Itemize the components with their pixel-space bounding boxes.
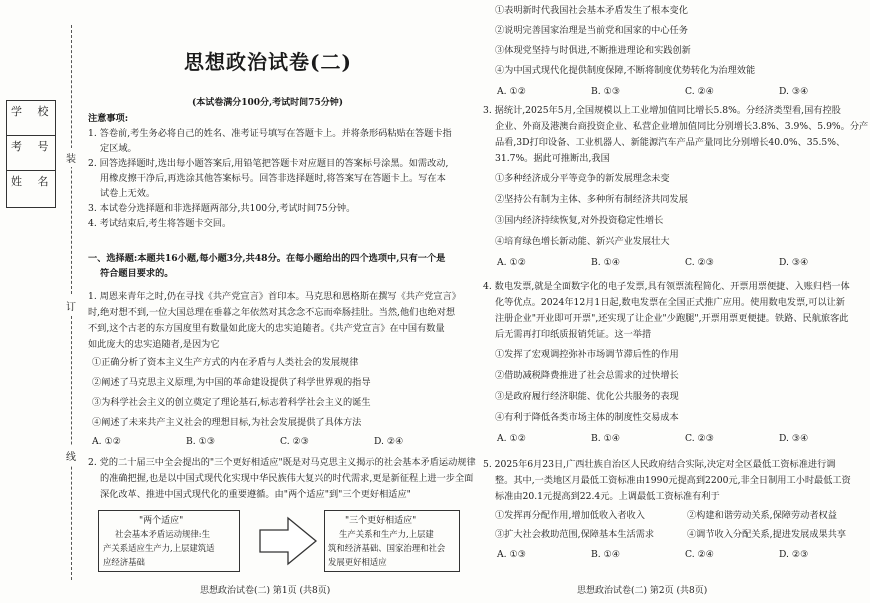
- q4-stem: 注册企业"开业即可开票",还实现了让企业"少跑腿",开票用票更便捷。铁路、民航旅客此: [495, 313, 849, 324]
- notice-line: 2. 回答选择题时,选出每小题答案后,用铅笔把答题卡对应题目的答案标号涂黑。如需改动,: [88, 158, 449, 169]
- q2-item: ③体现党坚持与时俱进,不断推进理论和实践创新: [495, 45, 691, 56]
- name-label: 姓 名: [11, 175, 55, 188]
- binding-char-zhuang: 装: [66, 148, 76, 167]
- q4-options: [497, 433, 870, 444]
- page-2-footer: 思想政治试卷(二) 第2页 (共8页): [577, 586, 708, 596]
- q4-item: ①发挥了宏观调控弥补市场调节滞后性的作用: [495, 349, 679, 360]
- q1-stem: 不到,这个古老的东方国度里有数量如此庞大的忠实追随者。《共产党宣言》在中国有数量: [88, 323, 445, 334]
- two-adaptations-box: [98, 510, 240, 572]
- q2-options: [497, 86, 870, 97]
- q3-item: ③国内经济持续恢复,对外投资稳定性增长: [495, 215, 664, 226]
- school-label: 学 校: [11, 105, 55, 118]
- three-better-adaptations-text: 生产关系和生产力,上层建: [339, 529, 434, 539]
- q3-option-a[interactable]: A. ①②: [497, 257, 526, 268]
- q2-stem: 2. 党的二十届三中全会提出的"三个更好相适应"既是对马克思主义揭示的社会基本矛盾运动规律: [88, 457, 476, 468]
- q1-stem: 如此庞大的忠实追随者,是因为它: [88, 339, 220, 350]
- binding-margin: [0, 0, 78, 603]
- notice-line: 3. 本试卷分选择题和非选择题两部分,共100分,考试时间75分钟。: [88, 203, 356, 214]
- q4-stem: 后无需再打印纸质报销凭证。这一举措: [495, 329, 652, 340]
- q5-stem: 5. 2025年6月23日,广西壮族自治区人民政府结合实际,决定对全区最低工资标准进行调: [483, 459, 836, 470]
- q5-stem: 标准由20.1元提高到22.4元。上调最低工资标准有利于: [495, 491, 720, 502]
- q2-item: ④为中国式现代化提供制度保障,不断将制度优势转化为治理效能: [495, 65, 756, 76]
- q5-item: ①发挥再分配作用,增加低收入者收入: [495, 510, 645, 521]
- q4-item: ②借助减税降费推进了社会总需求的过快增长: [495, 370, 679, 381]
- q5-item: ④调节收入分配关系,提进发展成果共享: [687, 529, 847, 540]
- q2-option-d[interactable]: D. ③④: [779, 86, 809, 97]
- q4-option-a[interactable]: A. ①②: [497, 433, 526, 444]
- q5-option-a[interactable]: A. ①③: [497, 549, 526, 560]
- notice-line: 试卷上无效。: [100, 188, 156, 199]
- school-field[interactable]: [7, 101, 55, 136]
- arrow-right-icon: [258, 516, 318, 566]
- q3-option-c[interactable]: C. ②③: [685, 257, 715, 268]
- q2-option-a[interactable]: A. ①②: [497, 86, 526, 97]
- q4-item: ③是政府履行经济职能、优化公共服务的表现: [495, 391, 679, 402]
- student-info-box: [6, 100, 56, 208]
- binding-char-xian: 线: [66, 446, 76, 465]
- notice-line: 用橡皮擦干净后,再选涂其他答案标号。回答非选择题时,将答案写在答题卡上。写在本: [100, 173, 446, 184]
- q4-option-d[interactable]: D. ③④: [779, 433, 809, 444]
- q1-item: ①正确分析了资本主义生产方式的内在矛盾与人类社会的发展规律: [92, 357, 359, 368]
- q3-item: ②坚持公有制为主体、多种所有制经济共同发展: [495, 194, 688, 205]
- q5-stem: 整。其中,一类地区月最低工资标准由1990元提高到2200元,非全日制用工小时最低工资: [495, 475, 851, 486]
- exam-title: 思想政治试卷(二): [184, 50, 352, 74]
- two-adaptations-text: 应经济基础: [103, 557, 145, 567]
- q2-stem: 的准确把握,也是以中国式现代化实现中华民族伟大复兴的时代需求,更是新征程上进一步全面: [100, 473, 474, 484]
- q4-stem: 4. 数电发票,就是全面数字化的电子发票,具有领票流程简化、开票用票便捷、入账归档一体: [483, 281, 850, 292]
- q4-option-b[interactable]: B. ①④: [591, 433, 621, 444]
- q3-stem: 企业、外商及港澳台商投资企业、私营企业增加值同比分别增长3.8%、3.9%、5.9%。分产: [495, 121, 869, 132]
- q1-item: ②阐述了马克思主义原理,为中国的革命建设提供了科学世界观的指导: [92, 377, 371, 388]
- q1-stem: 1. 周恩来青年之时,仍在寻找《共产党宣言》首印本。马克思和恩格斯在撰写《共产党宣言》: [88, 291, 461, 302]
- q3-stem: 品看,3D打印设备、工业机器人、新能源汽车产品产量同比分别增长40.0%、35.5%、: [495, 137, 846, 148]
- exam-number-label: 考 号: [11, 140, 55, 153]
- three-better-adaptations-text: 筑和经济基础、国家治理和社会: [328, 543, 446, 553]
- page-1-footer: 思想政治试卷(二) 第1页 (共8页): [200, 586, 331, 596]
- q3-options: [497, 257, 870, 268]
- three-better-adaptations-text: 发展更好相适应: [328, 557, 387, 567]
- q5-option-c[interactable]: C. ②④: [685, 549, 715, 560]
- q5-option-b[interactable]: B. ①④: [591, 549, 621, 560]
- notice-line: 4. 考试结束后,考生将答题卡交回。: [88, 218, 232, 229]
- q2-option-b[interactable]: B. ①③: [591, 86, 621, 97]
- q1-option-c[interactable]: C. ②③: [280, 436, 310, 447]
- q5-item: ③扩大社会救助范围,保障基本生活需求: [495, 529, 655, 540]
- three-better-adaptations-heading: "三个更好相适应": [345, 516, 417, 526]
- two-adaptations-heading: "两个适应": [139, 516, 184, 526]
- q2-option-c[interactable]: C. ②④: [685, 86, 715, 97]
- q1-option-b[interactable]: B. ①③: [186, 436, 216, 447]
- q4-item: ④有利于降低各类市场主体的制度性交易成本: [495, 412, 679, 423]
- q3-item: ④培育绿色增长新动能、新兴产业发展壮大: [495, 236, 670, 247]
- q4-option-c[interactable]: C. ②③: [685, 433, 715, 444]
- q1-option-a[interactable]: A. ①②: [92, 436, 121, 447]
- two-adaptations-text: 社会基本矛盾运动规律:生: [115, 529, 210, 539]
- q2-stem: 深化改革、推进中国式现代化的重要遵循。由"两个适应"到"三个更好相适应": [100, 489, 411, 500]
- q1-option-d[interactable]: D. ②④: [374, 436, 404, 447]
- q2-item: ①表明新时代我国社会基本矛盾发生了根本变化: [495, 5, 688, 16]
- exam-subtitle: (本试卷满分100分,考试时间75分钟): [192, 98, 343, 108]
- binding-char-ding: 订: [66, 296, 76, 315]
- q5-option-d[interactable]: D. ②③: [779, 549, 809, 560]
- notice-line: 定区域。: [100, 143, 137, 154]
- q1-stem: 时,绝对想不到,一位大国总理在垂暮之年依然对其念念不忘而牵肠挂肚。当然,他们也绝对想: [88, 307, 456, 318]
- q1-item: ④阐述了未来共产主义社会的理想目标,为社会发展提供了具体方法: [92, 417, 362, 428]
- q1-options: [92, 436, 468, 447]
- q4-stem: 化等优点。2024年12月1日起,数电发票在全国正式推广应用。使用数电发票,可以让新: [495, 297, 845, 308]
- notice-line: 1. 答卷前,考生务必将自己的姓名、准考证号填写在答题卡上。并将条形码粘贴在答题卡指: [88, 128, 452, 139]
- q3-option-d[interactable]: D. ③④: [779, 257, 809, 268]
- notice-heading: 注意事项:: [88, 113, 129, 124]
- q2-item: ②说明完善国家治理是当前党和国家的中心任务: [495, 25, 688, 36]
- q2-diagram: [98, 510, 460, 572]
- name-field[interactable]: [7, 171, 55, 206]
- q3-stem: 3. 据统计,2025年5月,全国规模以上工业增加值同比增长5.8%。分经济类型看,国有控股: [483, 105, 841, 116]
- exam-number-field[interactable]: [7, 136, 55, 171]
- q5-options: [497, 549, 870, 560]
- section-heading: 符合题目要求的。: [100, 268, 174, 279]
- section-heading: 一、选择题:本题共16小题,每小题3分,共48分。在每小题给出的四个选项中,只有一个是: [88, 253, 446, 264]
- two-adaptations-text: 产关系适应生产力,上层建筑适: [103, 543, 215, 553]
- three-better-adaptations-box: [324, 510, 460, 572]
- q3-option-b[interactable]: B. ①④: [591, 257, 621, 268]
- q3-stem: 31.7%。据此可推断出,我国: [495, 153, 610, 164]
- q1-item: ③为科学社会主义的创立奠定了理论基石,标志着科学社会主义的诞生: [92, 397, 371, 408]
- q5-item: ②构建和谐劳动关系,保障劳动者权益: [687, 510, 837, 521]
- q3-item: ①多种经济成分平等竞争的新发展理念未变: [495, 173, 670, 184]
